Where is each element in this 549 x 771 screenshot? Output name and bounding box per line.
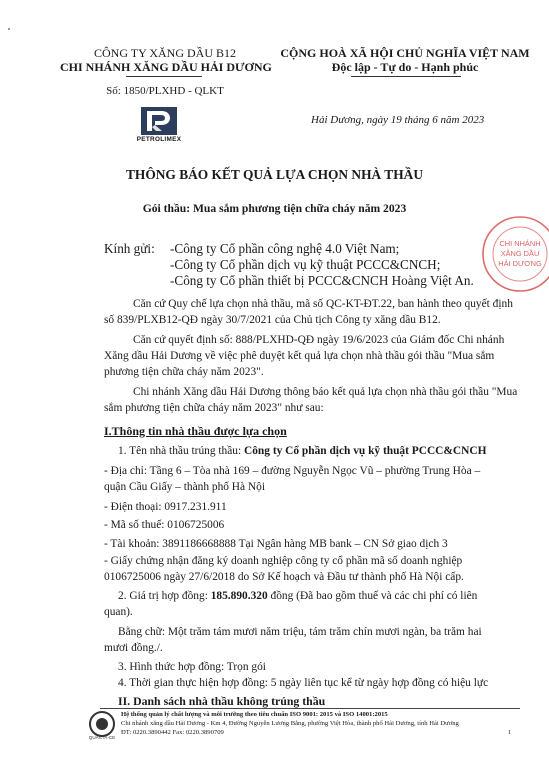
logo-caption: PETROLIMEX — [136, 136, 182, 143]
account-line: - Tài khoản: 3891186668888 Tại Ngân hàng MB bank – CN Sở giao dịch 3 — [104, 538, 448, 550]
stamp-line: HẢI DƯƠNG — [498, 259, 542, 268]
amount-in-words: Bằng chữ: Một trăm tám mươi năm triệu, tám trăm chín mươi ngàn, ba trăm hai — [118, 626, 482, 638]
page-title: THÔNG BÁO KẾT QUẢ LỰA CHỌN NHÀ THẦU — [126, 167, 423, 182]
footer-iso-line: Hệ thống quản lý chất lượng và môi trường theo tiêu chuẩn ISO 9001: 2015 và ISO 14001:2015 — [121, 711, 388, 718]
company-stamp-icon — [480, 214, 549, 294]
paragraph-line: Chi nhánh Xăng dầu Hải Dương thông báo kết quả lựa chọn nhà thầu gói thầu "Mua — [133, 386, 518, 398]
section-heading: I.Thông tin nhà thầu được lựa chọn — [104, 424, 287, 438]
quasta-certification-icon — [88, 710, 116, 740]
footer-divider — [100, 708, 520, 709]
winner-label: 1. Tên nhà thầu trúng thầu: — [118, 445, 245, 457]
scan-dot — [8, 28, 10, 30]
amount-in-words-cont: mươi đồng./. — [104, 642, 163, 654]
footer-address-line: Chi nhánh xăng dầu Hải Dương - Km 4, Đường Nguyễn Lương Bằng, phường Việt Hòa, thành phố Hải Dương, tỉnh Hải Dương — [121, 720, 459, 727]
address-line: quận Cầu Giấy – thành phố Hà Nội — [104, 481, 266, 493]
phone-line: - Điện thoại: 0917.231.911 — [104, 501, 227, 513]
document-date: Hải Dương, ngày 19 tháng 6 năm 2023 — [311, 114, 485, 126]
header-left-rule — [126, 76, 202, 77]
paragraph-line: Căn cứ quyết định số: 888/PLXHD-QĐ ngày 19/6/2023 của Giám đốc Chi nhánh — [133, 334, 505, 346]
tax-code-line: - Mã số thuế: 0106725006 — [104, 519, 225, 531]
recipient-item: -Công ty Cổ phần dịch vụ kỹ thuật PCCC&CNCH; — [170, 257, 441, 272]
branch-name: CHI NHÁNH XĂNG DẦU HẢI DƯƠNG — [60, 60, 272, 74]
document-number: Số: 1850/PLXHD - QLKT — [106, 85, 224, 97]
contract-duration-line: 4. Thời gian thực hiện hợp đồng: 5 ngày liên tục kể từ ngày hợp đồng có hiệu lực — [118, 677, 489, 689]
paragraph-line: Căn cứ Quy chế lựa chọn nhà thầu, mã số QC-KT-ĐT.22, ban hành theo quyết định — [133, 298, 513, 310]
motto: Độc lập - Tự do - Hạnh phúc — [331, 60, 479, 74]
contract-value: 185.890.320 — [210, 590, 268, 602]
page-number: 1 — [508, 729, 512, 736]
certificate-line: - Giấy chứng nhận đăng ký doanh nghiệp công ty cổ phần mã số doanh nghiệp — [104, 555, 463, 567]
header-right-rule — [351, 76, 461, 77]
quasta-label: QUASTA-CE — [88, 735, 116, 740]
contract-value-label: 2. Giá trị hợp đồng: — [118, 590, 211, 602]
paragraph-line: sắm phương tiện chữa cháy năm 2023" như sau: — [104, 402, 324, 414]
recipient-item: -Công ty Cổ phần công nghệ 4.0 Việt Nam; — [170, 241, 400, 256]
section-heading: II. Danh sách nhà thầu không trúng thầu — [118, 694, 326, 708]
stamp-line: XĂNG DẦU — [500, 249, 540, 258]
paragraph-line: Xăng dầu Hải Dương về việc phê duyệt kết quả lựa chọn nhà thầu gói thầu "Mua sắm — [104, 350, 495, 362]
contract-value-note: đồng (Đã bao gồm thuế và các chi phí có liên — [267, 590, 478, 602]
petrolimex-logo-icon — [141, 107, 177, 135]
winner-name: Công ty Cổ phần dịch vụ kỹ thuật PCCC&CNCH — [244, 445, 487, 457]
certificate-line: 0106725006 ngày 27/6/2018 do Sở Kế hoạch và Đầu tư thành phố Hà Nội cấp. — [104, 571, 464, 583]
contract-type-line: 3. Hình thức hợp đồng: Trọn gói — [118, 661, 266, 673]
package-subtitle: Gói thầu: Mua sắm phương tiện chữa cháy năm 2023 — [142, 202, 407, 215]
paragraph-line: phương tiện chữa cháy năm 2023". — [104, 366, 264, 378]
recipients-label: Kính gửi: — [104, 241, 155, 256]
address-line: - Địa chỉ: Tầng 6 – Tòa nhà 169 – đường Nguyễn Ngọc Vũ – phường Trung Hòa – — [104, 465, 481, 477]
paragraph-line: số 839/PLXB12-QĐ ngày 30/7/2021 của Chủ tịch Công ty xăng dầu B12. — [104, 314, 441, 326]
country-header: CỘNG HOÀ XÃ HỘI CHỦ NGHĨA VIỆT NAM — [280, 46, 530, 60]
contract-value-note-cont: quan). — [104, 606, 133, 618]
company-name: CÔNG TY XĂNG DẦU B12 — [93, 46, 236, 60]
footer-contact-line: ĐT: 0220.3890442 Fax: 0220.3890709 — [121, 729, 224, 736]
stamp-line: CHI NHÁNH — [499, 239, 541, 248]
recipient-item: -Công ty Cổ phần thiết bị PCCC&CNCH Hoàng Việt An. — [170, 273, 474, 288]
